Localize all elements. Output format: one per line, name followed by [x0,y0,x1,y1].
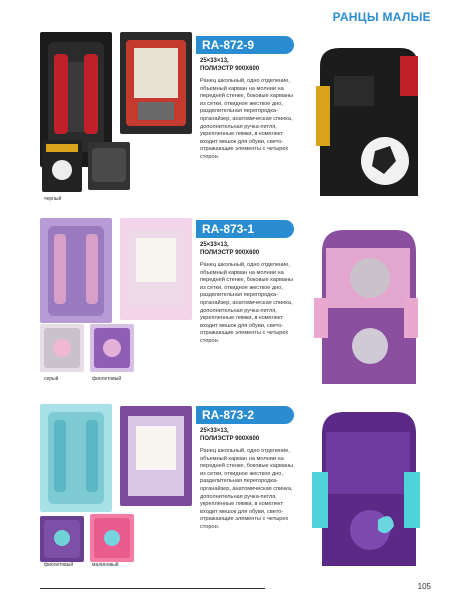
shoe-bag-grey-photo [40,324,84,372]
backpack-inside-photo [120,32,192,134]
backpack-main-photo [300,402,432,572]
product-specs [200,242,296,257]
backpack-back-photo [40,218,112,323]
section-title: РАНЦЫ МАЛЫЕ [332,10,431,24]
color-label-raspberry: малиновый [92,562,119,568]
product-code: RA-873-2 [196,406,294,424]
shoe-bag-photo [42,140,82,192]
product-description: Ранец школьный, одно отделение, объемный карман на молнии на передней стенке, боковые карманы из сетки, откидное жесткое дно, разделительная перегородка-органайзер, анатомическая спинка, дополнительная ручка-петля, укрепленные лямки, в комплект входит мешок для обуви, светоотражающие элементы с четырех сторон. [200,448,294,530]
size-text: 25×33×13, [200,428,229,434]
footer-line [40,588,265,589]
product-specs [200,428,296,443]
product-ra-872-9 [0,30,449,220]
color-label-grey: серый [44,376,59,382]
shoe-bag-raspberry-photo [90,514,134,562]
product-ra-873-2 [0,400,449,590]
page-number: 105 [417,582,431,591]
shoe-bag-purple-photo [90,324,134,372]
size-text: 25×33×13, [200,242,229,248]
product-specs [200,58,296,73]
color-label-purple: фиолетовый [92,376,122,382]
backpack-main-photo [300,36,432,206]
color-label-black: черный [44,196,62,202]
color-label-purple: фиолетовый [44,562,74,568]
backpack-inside-photo [120,406,192,506]
product-description: Ранец школьный, одно отделение, объемный карман на молнии на передней стенке, боковые карманы из сетки, откидное жесткое дно, разделительная перегородка-органайзер, анатомическая спинка, дополнительная ручка-петля, укрепленные лямки, в комплект входит мешок для обуви, светоотражающие элементы с четырех сторон. [200,262,294,344]
material-text: ПОЛИЭСТР 900X600 [200,435,260,442]
product-description: Ранец школьный, одно отделение, объемный карман на молнии на передней стенке, боковые карманы из сетки, откидное жесткое дно, разделительная перегородка-органайзер, анатомическая спинка, дополнительная ручка-петля, укрепленные лямки, в комплект входит мешок для обуви, светоотражающие элементы с четырех сторон. [200,78,294,160]
backpack-inside-photo [120,218,192,320]
product-code: RA-873-1 [196,220,294,238]
material-text: ПОЛИЭСТР 900X600 [200,65,260,72]
shoe-bag-purple-photo [40,516,84,562]
backpack-back-photo [40,404,112,512]
backpack-main-photo [300,218,432,390]
product-code: RA-872-9 [196,36,294,54]
pouch-photo [88,142,130,190]
product-ra-873-1 [0,214,449,404]
size-text: 25×33×13, [200,58,229,64]
material-text: ПОЛИЭСТР 900X600 [200,249,260,256]
